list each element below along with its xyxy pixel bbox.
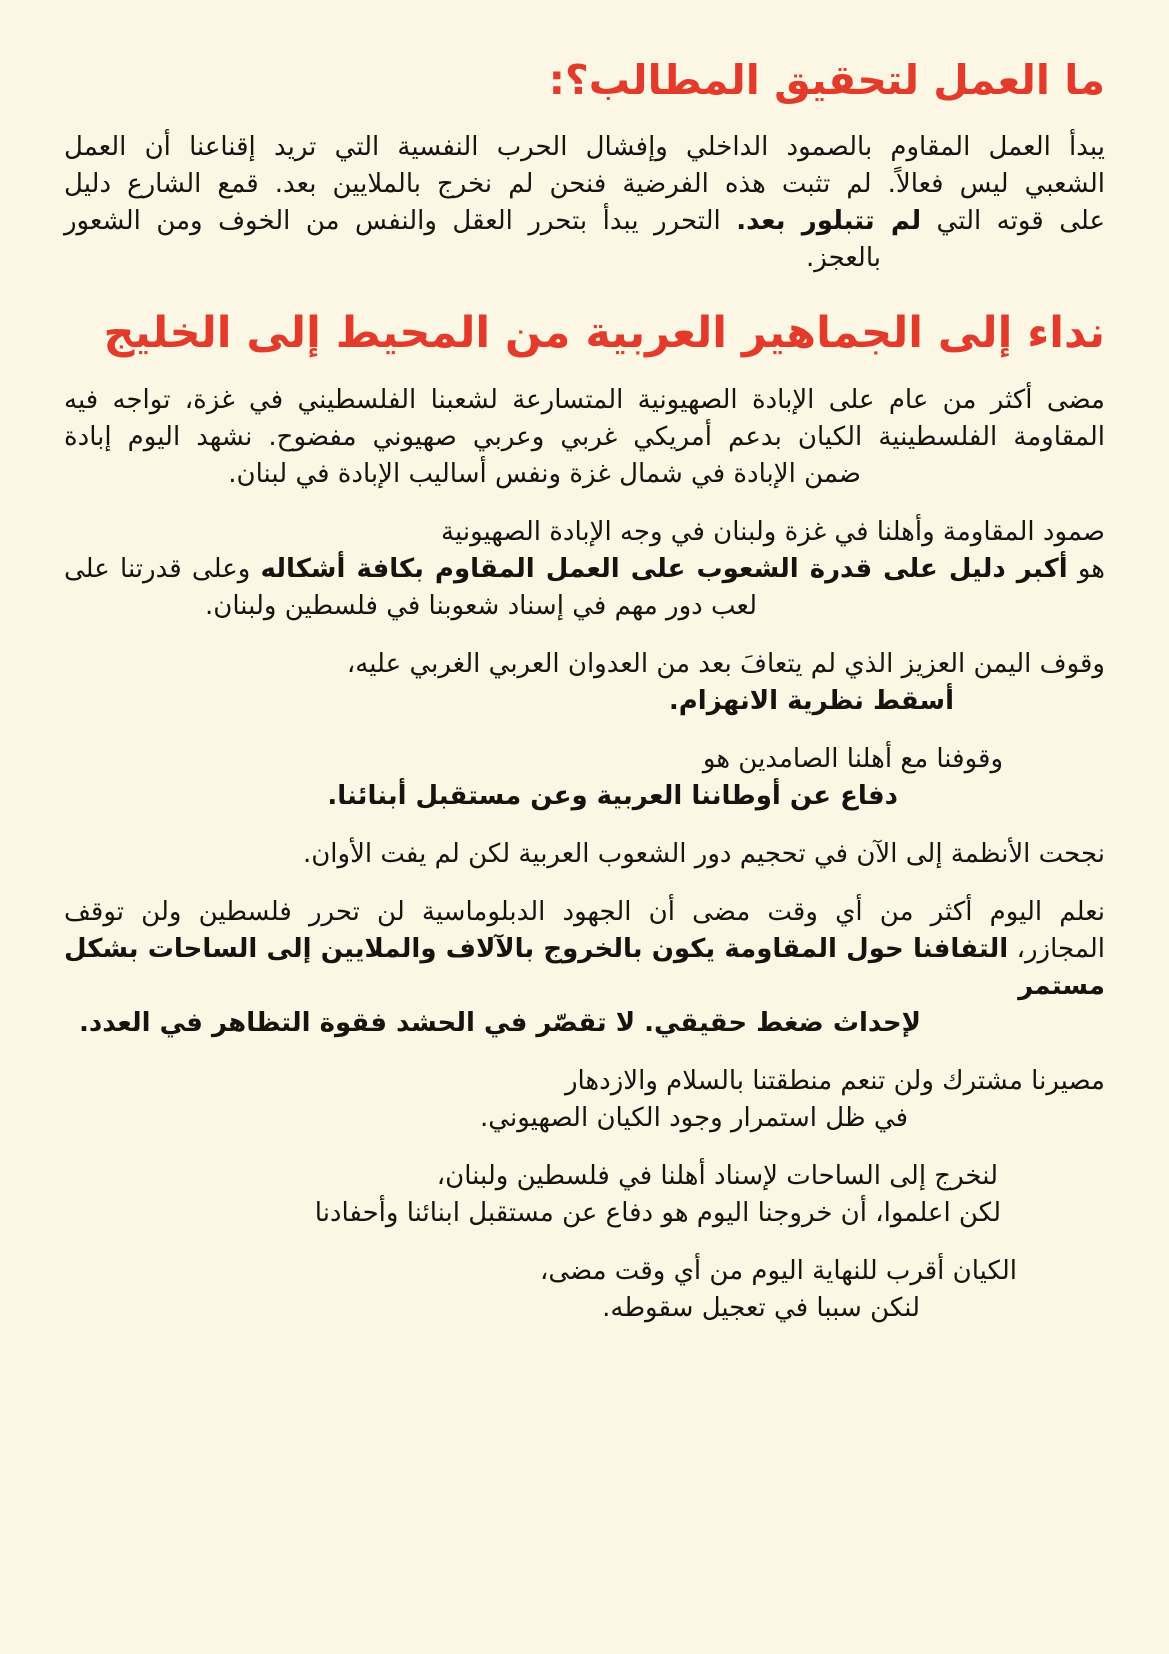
text-line: مضى أكثر من عام على الإبادة الصهيونية المتسارعة لشعبنا الفلسطيني في غزة، تواجه فيه: [64, 384, 1105, 415]
paragraph: [64, 514, 1105, 625]
paragraph: [64, 382, 1105, 493]
text-line: [64, 1005, 921, 1042]
text-line: الشعبي ليس فعالاً. لم تثبت هذه الفرضية فنحن لم نخرج بالملايين بعد. قمع الشارع دليل: [64, 169, 1105, 200]
text-line: لنكن سببا في تعجيل سقوطه.: [602, 1292, 920, 1323]
paragraph: [64, 1253, 1105, 1327]
text-line: [64, 778, 898, 815]
text-line: نعلم اليوم أكثر من أي وقت مضى أن الجهود الدبلوماسية لن تحرر فلسطين ولن توقف: [64, 896, 1105, 927]
text-line: لنخرج إلى الساحات لإسناد أهلنا في فلسطين ولبنان،: [436, 1160, 998, 1191]
bold-text: التفافنا حول المقاومة يكون بالخروج بالآلاف والملايين إلى الساحات بشكل مستمر: [64, 933, 1105, 1001]
paragraph: [64, 646, 1105, 720]
paragraph: [64, 129, 1105, 277]
bold-text: أكبر دليل على قدرة الشعوب على العمل المقاوم بكافة أشكاله: [260, 553, 1068, 584]
text-line: بالعجز.: [805, 243, 881, 274]
text-line: المقاومة الفلسطينية الكيان بدعم أمريكي غربي وعربي صهيوني مفضوح. نشهد اليوم إبادة: [64, 421, 1105, 452]
paragraph: [64, 741, 1105, 815]
text-line: المجازر، التفافنا حول المقاومة يكون بالخروج بالآلاف والملايين إلى الساحات بشكل مستمر: [64, 933, 1105, 1001]
text-line: وقوفنا مع أهلنا الصامدين هو: [702, 743, 1003, 774]
bold-text: لإحداث ضغط حقيقي. لا تقصّر في الحشد فقوة التظاهر في العدد.: [78, 1007, 921, 1038]
paragraph: [64, 836, 1105, 873]
text-line: مصيرنا مشترك ولن تنعم منطقتنا بالسلام والازدهار: [564, 1065, 1105, 1096]
text-line: هو أكبر دليل على قدرة الشعوب على العمل المقاوم بكافة أشكاله وعلى قدرتنا على: [64, 553, 1105, 584]
bold-text: لم تتبلور بعد.: [736, 206, 922, 237]
text-line: صمود المقاومة وأهلنا في غزة ولبنان في وجه الإبادة الصهيونية: [441, 516, 1105, 547]
paragraph: [64, 894, 1105, 1042]
text-line: لعب دور مهم في إسناد شعوبنا في فلسطين ولبنان.: [205, 590, 757, 621]
text-line: [64, 683, 954, 720]
text-line: على قوته التي لم تتبلور بعد. التحرر يبدأ بتحرر العقل والنفس من الخوف ومن الشعور: [64, 206, 1105, 237]
text-line: يبدأ العمل المقاوم بالصمود الداخلي وإفشال الحرب النفسية التي تريد إقناعنا أن العمل: [64, 132, 1105, 163]
text-line: لكن اعلموا، أن خروجنا اليوم هو دفاع عن مستقبل ابنائنا وأحفادنا: [314, 1197, 1001, 1228]
text-line: وقوف اليمن العزيز الذي لم يتعافَ بعد من العدوان العربي الغربي عليه،: [346, 648, 1105, 679]
paragraph: [64, 1063, 1105, 1137]
text-line: ضمن الإبادة في شمال غزة ونفس أساليب الإبادة في لبنان.: [228, 458, 861, 489]
text-line: الكيان أقرب للنهاية اليوم من أي وقت مضى،: [539, 1255, 1017, 1286]
text-line: نجحت الأنظمة إلى الآن في تحجيم دور الشعوب العربية لكن لم يفت الأوان.: [302, 838, 1105, 869]
text-line: في ظل استمرار وجود الكيان الصهيوني.: [480, 1102, 908, 1133]
section-heading: ما العمل لتحقيق المطالب؟:: [548, 56, 1105, 104]
bold-text: أسقط نظرية الانهزام.: [668, 685, 954, 716]
section-heading: نداء إلى الجماهير العربية من المحيط إلى الخليج: [103, 308, 1105, 359]
bold-text: دفاع عن أوطاننا العربية وعن مستقبل أبنائنا.: [327, 780, 898, 811]
paragraph: [64, 1158, 1105, 1232]
